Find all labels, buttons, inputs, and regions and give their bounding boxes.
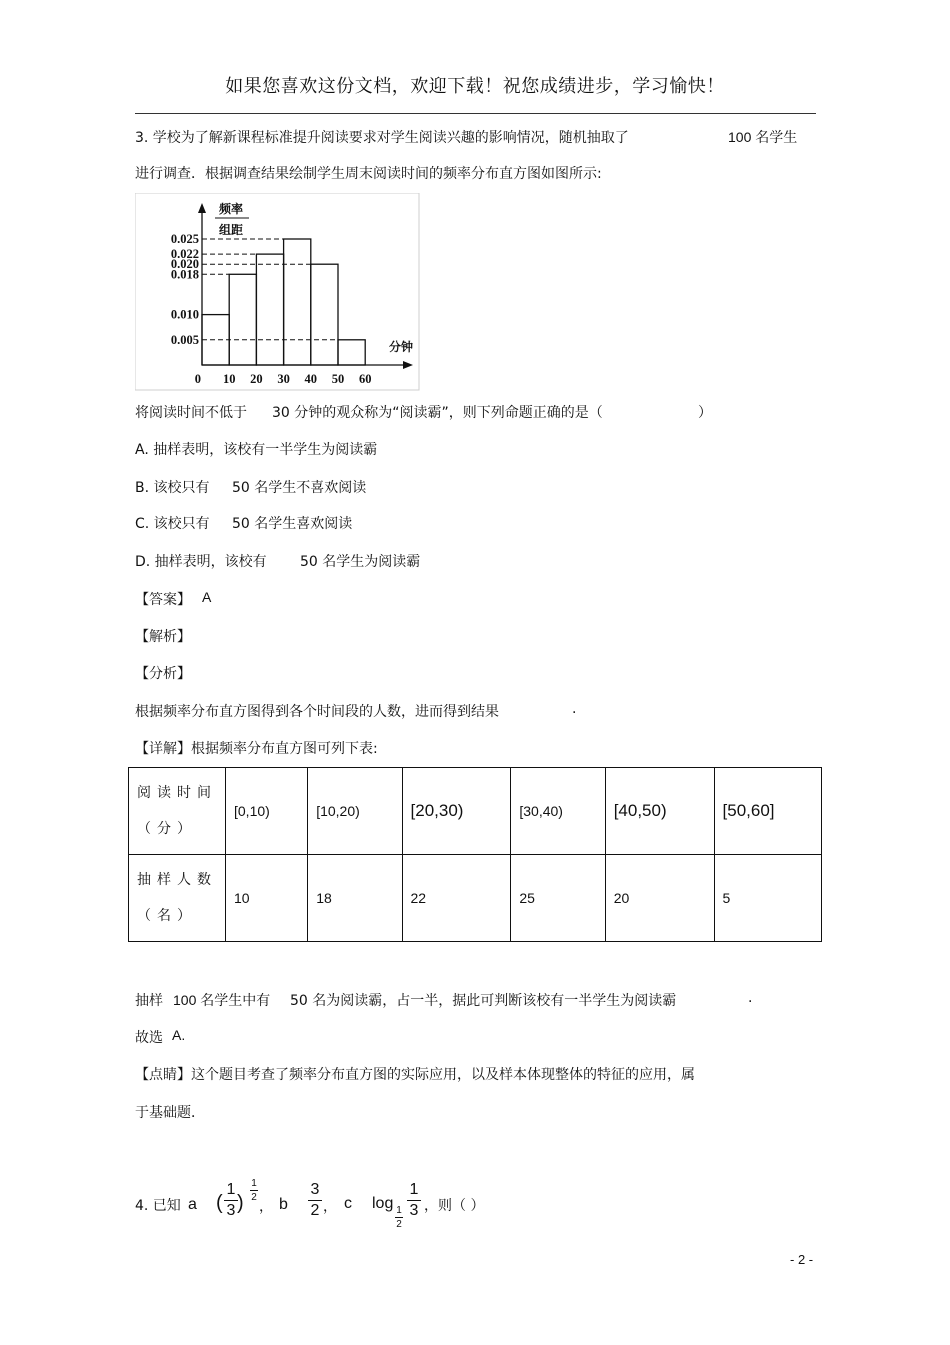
y-tick-label: 0.020 [170, 257, 199, 272]
q4-fraction-b [308, 1181, 322, 1220]
y-label-top: 频率 [218, 202, 244, 216]
q4-comma: ， [323, 1199, 337, 1215]
y-axis-arrow [198, 203, 206, 213]
histogram-chart [135, 193, 420, 391]
histogram-bar [256, 254, 283, 365]
numerator: 3 [310, 1181, 320, 1198]
analysis-label: 【解析】 [135, 629, 191, 645]
x-axis-arrow [403, 361, 413, 369]
count-cell: 22 [402, 855, 511, 942]
option-d: D. 抽样表明，该校有 [135, 554, 267, 570]
denominator: 3 [409, 1202, 419, 1219]
answer-value: A [202, 589, 212, 605]
q4-fraction-a [224, 1181, 238, 1220]
q4-suffix: ，则（ ） [424, 1198, 485, 1214]
x-tick-label: 30 [277, 372, 290, 386]
row-head-count: 抽样人数（名） [129, 855, 226, 942]
denominator: 2 [251, 1192, 257, 1203]
option-c-rest: 50 名学生喜欢阅读 [232, 516, 353, 532]
dianjing-line1: 【点睛】这个题目考查了频率分布直方图的实际应用，以及样本体现整体的特征的应用，属 [135, 1067, 695, 1083]
y-tick-label: 0.010 [170, 307, 199, 322]
table-row [129, 768, 822, 855]
x-tick-label: 40 [304, 372, 318, 386]
histogram-bar [311, 264, 338, 365]
q3-line2: 进行调查．根据调查结果绘制学生周末阅读时间的频率分布直方图如图所示: [135, 166, 602, 182]
fenxi-text: 根据频率分布直方图得到各个时间段的人数，进而得到结果 [135, 704, 499, 720]
histogram-bar [284, 239, 311, 365]
q3-stem: 将阅读时间不低于 [135, 405, 247, 421]
y-label-bottom: 组距 [218, 223, 244, 237]
x-tick-label: 10 [222, 372, 236, 386]
fenxi-dot: . [572, 701, 577, 717]
count-cell: 10 [226, 855, 308, 942]
denominator: 2 [310, 1202, 320, 1219]
count-cell: 25 [511, 855, 605, 942]
table-row [129, 855, 822, 942]
row-head-time: 阅读时间（分） [129, 768, 226, 855]
option-d-rest: 50 名学生为阅读霸 [300, 554, 421, 570]
fraction-bar [250, 1190, 258, 1191]
dianjing-line2: 于基础题． [135, 1105, 205, 1121]
interval-cell: [0,10) [226, 768, 308, 855]
q4-paren-open: ( [216, 1192, 223, 1214]
choose-label: 故选 [135, 1030, 163, 1046]
option-b-rest: 50 名学生不喜欢阅读 [232, 480, 367, 496]
q4-fraction-c [407, 1181, 421, 1220]
frequency-table [128, 767, 822, 942]
q4-var-c: c [344, 1195, 352, 1212]
option-b: B. 该校只有 [135, 480, 210, 496]
q3-line1-count: 100 名学生 [728, 129, 798, 145]
q3-stem-cont: 30 分钟的观众称为“阅读霸”，则下列命题正确的是（ [272, 405, 603, 421]
histogram-bar [338, 340, 365, 365]
y-tick-label: 0.018 [170, 267, 199, 282]
q3-line1: 3. 学校为了解新课程标准提升阅读要求对学生阅读兴趣的影响情况，随机抽取了 [135, 130, 629, 146]
interval-cell: [20,30) [402, 768, 511, 855]
header-divider [135, 113, 816, 114]
conclusion-dot: . [748, 990, 753, 1006]
conclusion-sample: 100 名学生中有 [173, 992, 271, 1008]
interval-cell: [10,20) [308, 768, 402, 855]
q4-var-b: b [279, 1196, 288, 1213]
page-header: 如果您喜欢这份文档，欢迎下载！祝您成绩进步，学习愉快！ [225, 76, 725, 97]
fenxi-label: 【分析】 [135, 666, 191, 682]
y-tick-label: 0.025 [170, 232, 199, 246]
x-tick-label: 20 [250, 372, 263, 386]
fraction-bar [407, 1200, 421, 1201]
fraction-bar [308, 1200, 322, 1201]
numerator: 1 [226, 1181, 236, 1198]
interval-cell: [40,50) [605, 768, 714, 855]
q4-exponent-half [250, 1178, 258, 1203]
q4-log: log [372, 1195, 394, 1212]
numerator: 1 [251, 1178, 257, 1189]
q4-prefix: 4. 已知 [135, 1198, 181, 1214]
answer-label: 【答案】 [135, 592, 191, 608]
denominator: 2 [396, 1219, 402, 1230]
conclusion-text: 50 名为阅读霸，占一半，据此可判断该校有一半学生为阅读霸 [290, 993, 677, 1009]
numerator: 1 [409, 1181, 419, 1198]
x-tick-label: 60 [358, 372, 372, 386]
interval-cell: [50,60] [714, 768, 821, 855]
q3-stem-close: ） [698, 405, 712, 421]
option-a: A. 抽样表明，该校有一半学生为阅读霸 [135, 442, 378, 458]
figure-frame [135, 193, 419, 390]
conclusion-start: 抽样 [135, 993, 163, 1009]
denominator: 3 [226, 1202, 236, 1219]
detail-label: 【详解】根据频率分布直方图可列下表: [135, 741, 378, 757]
x-axis-label: 分钟 [389, 340, 414, 354]
x-tick-label: 50 [331, 372, 345, 386]
fraction-bar [224, 1200, 238, 1201]
interval-cell: [30,40) [511, 768, 605, 855]
y-tick-label: 0.022 [170, 247, 199, 262]
count-cell: 5 [714, 855, 821, 942]
q4-var-a: a [188, 1196, 197, 1213]
histogram-bar [229, 274, 256, 365]
q4-paren-close: ) [237, 1192, 244, 1214]
q4-comma: ， [259, 1199, 273, 1215]
page-number: - 2 - [790, 1252, 814, 1267]
fraction-bar [395, 1217, 403, 1218]
option-c: C. 该校只有 [135, 516, 210, 532]
count-cell: 20 [605, 855, 714, 942]
histogram-figure [135, 193, 420, 391]
y-tick-label: 0.005 [170, 332, 199, 347]
q4-log-base [395, 1205, 403, 1230]
x-tick-label: 0 [194, 372, 201, 386]
numerator: 1 [396, 1205, 402, 1216]
choose-answer: A. [172, 1027, 186, 1043]
count-cell: 18 [308, 855, 402, 942]
